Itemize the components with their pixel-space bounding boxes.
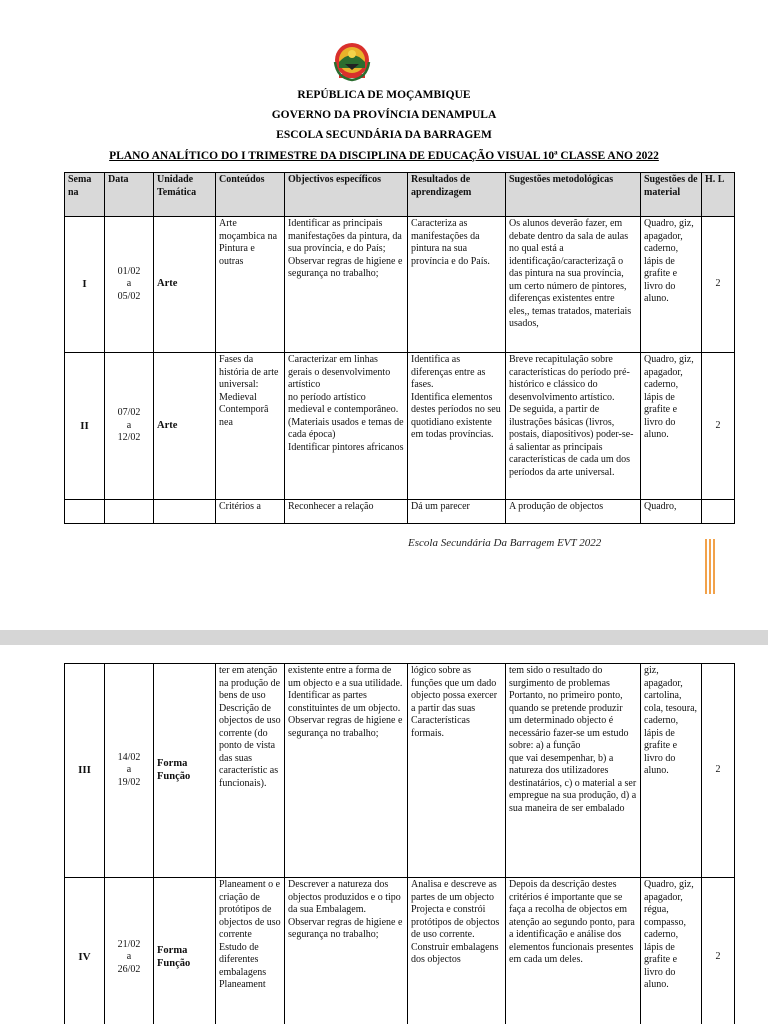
table-row [65,353,735,500]
col-header-sugestoes-metodologicas: Sugestões metodológicas [506,173,641,217]
col-header-data: Data [105,173,154,217]
cell-hl: 2 [702,878,735,1024]
cell-sugestoes-material: Quadro, giz, apagador, caderno, lápis de grafite e livro do aluno. [641,217,702,353]
cell-conteudos: Critérios a [216,500,285,524]
col-header-conteudos: Conteúdos [216,173,285,217]
cell-objectivos: Descrever a natureza dos objectos produzidos e o tipo da sua Embalagem. Observar regras de higiene e segurança no trabalho; [285,878,408,1024]
cell-conteudos: Planeament o e criação de protótipos de objectos de uso corrente Estudo de diferentes embalagens Planeament [216,878,285,1024]
cell-unidade: Arte [154,217,216,353]
cell-resultados: Dá um parecer [408,500,506,524]
cell-data: 14/02 a 19/02 [105,664,154,878]
cell-sugestoes-material: Quadro, [641,500,702,524]
footer-decoration [705,539,715,594]
table-row [65,878,735,1024]
document-page-2 [0,645,768,1024]
cell-objectivos: existente entre a forma de um objecto e a sua utilidade. Identificar as partes constituintes de um objecto. Observar regras de higiene e segurança no trabalho; [285,664,408,878]
cell-hl: 2 [702,353,735,500]
cell-unidade: Forma Função [154,878,216,1024]
cell-objectivos: Caracterizar em linhas gerais o desenvolvimento artístico no período artístico medieval e contemporâneo. (Materiais usados e temas de cada época) Identificar pintores africanos [285,353,408,500]
cell-sugestoes-metodologicas: Os alunos deverão fazer, em debate dentro da sala de aulas no qual está a identificação/caracterizaçã o das pintura na sua província, um certo número de pintores, diferenças existentes entre eles,, temas tratados, materiais usados, [506,217,641,353]
cell-conteudos: ter em atenção na produção de bens de uso Descrição de objectos de uso corrente (do ponto de vista das suas característic as funcionais). [216,664,285,878]
table-row [65,664,735,878]
cell-objectivos: Identificar as principais manifestações da pintura, da sua província, e do País; Observar regras de higiene e segurança no trabalho; [285,217,408,353]
plan-table-continued [64,663,735,1024]
header-school: ESCOLA SECUNDÁRIA DA BARRAGEM [276,129,492,141]
cell-sugestoes-material: giz, apagador, cartolina, cola, tesoura, caderno, lápis de grafite e livro do aluno. [641,664,702,878]
cell-sugestoes-material: Quadro, giz, apagador, caderno, lápis de grafite e livro do aluno. [641,353,702,500]
cell-semana: I [65,217,105,353]
cell-semana: III [65,664,105,878]
cell-resultados: Caracteriza as manifestações da pintura na sua província e do País. [408,217,506,353]
table-header-row [65,173,735,217]
cell-hl: 2 [702,217,735,353]
cell-unidade [154,500,216,524]
cell-semana [65,500,105,524]
cell-data: 07/02 a 12/02 [105,353,154,500]
cell-sugestoes-metodologicas: Breve recapitulação sobre características do período pré-histórico e clássico do desenvolvimento artístico. De seguida, a partir de ilustrações básicas (livros, postais, diapositivos) poder-se-á salientar as principais características de cada um dos períodos da arte universal. [506,353,641,500]
cell-sugestoes-metodologicas: Depois da descrição destes critérios é importante que se faça a recolha de objectos em atenção ao segundo ponto, para a identificação e análise dos elementos funcionais presentes em cada um deles. [506,878,641,1024]
cell-conteudos: Arte moçambica na Pintura e outras [216,217,285,353]
cell-sugestoes-metodologicas: A produção de objectos [506,500,641,524]
document-title: PLANO ANALÍTICO DO I TRIMESTRE DA DISCIPLINA DE EDUCAÇÃO VISUAL 10ª CLASSE ANO 2022 [109,150,659,162]
plan-table [64,172,735,524]
table-row [65,500,735,524]
cell-resultados: lógico sobre as funções que um dado objecto possa exercer a partir das suas Características formais. [408,664,506,878]
col-header-semana: Sema na [65,173,105,217]
col-header-objectivos: Objectivos específicos [285,173,408,217]
col-header-unidade: Unidade Temática [154,173,216,217]
header-government: GOVERNO DA PROVÍNCIA DENAMPULA [271,109,497,121]
cell-objectivos: Reconhecer a relação [285,500,408,524]
cell-unidade: Forma Função [154,664,216,878]
cell-data: 21/02 a 26/02 [105,878,154,1024]
table-row [65,217,735,353]
col-header-hl: H. L [702,173,735,217]
page-footer: Escola Secundária Da Barragem EVT 2022 [408,537,602,549]
cell-sugestoes-material: Quadro, giz, apagador, régua, compasso, caderno, lápis de grafite e livro do aluno. [641,878,702,1024]
cell-unidade: Arte [154,353,216,500]
mozambique-emblem-icon [331,40,373,84]
col-header-resultados: Resultados de aprendizagem [408,173,506,217]
header-republic: REPÚBLICA DE MOÇAMBIQUE [297,89,471,101]
cell-hl [702,500,735,524]
cell-data [105,500,154,524]
cell-data: 01/02 a 05/02 [105,217,154,353]
cell-semana: IV [65,878,105,1024]
cell-conteudos: Fases da história de arte universal: Medieval Contemporâ nea [216,353,285,500]
cell-hl: 2 [702,664,735,878]
cell-sugestoes-metodologicas: tem sido o resultado do surgimento de problemas Portanto, no primeiro ponto, quando se pretende produzir um determinado objecto é necessário fazer-se um estudo sobre: a) a função que vai desempenhar, b) a natureza dos utilizadores destinatários, c) o material a ser empregue na sua produção, d) a sua maneira de ser embalado [506,664,641,878]
col-header-sugestoes-material: Sugestões de material [641,173,702,217]
cell-resultados: Analisa e descreve as partes de um objecto Projecta e constrói protótipos de objectos de uso corrente. Construir embalagens dos objectos [408,878,506,1024]
cell-semana: II [65,353,105,500]
cell-resultados: Identifica as diferenças entre as fases. Identifica elementos destes períodos no seu quotidiano existente em todas províncias. [408,353,506,500]
